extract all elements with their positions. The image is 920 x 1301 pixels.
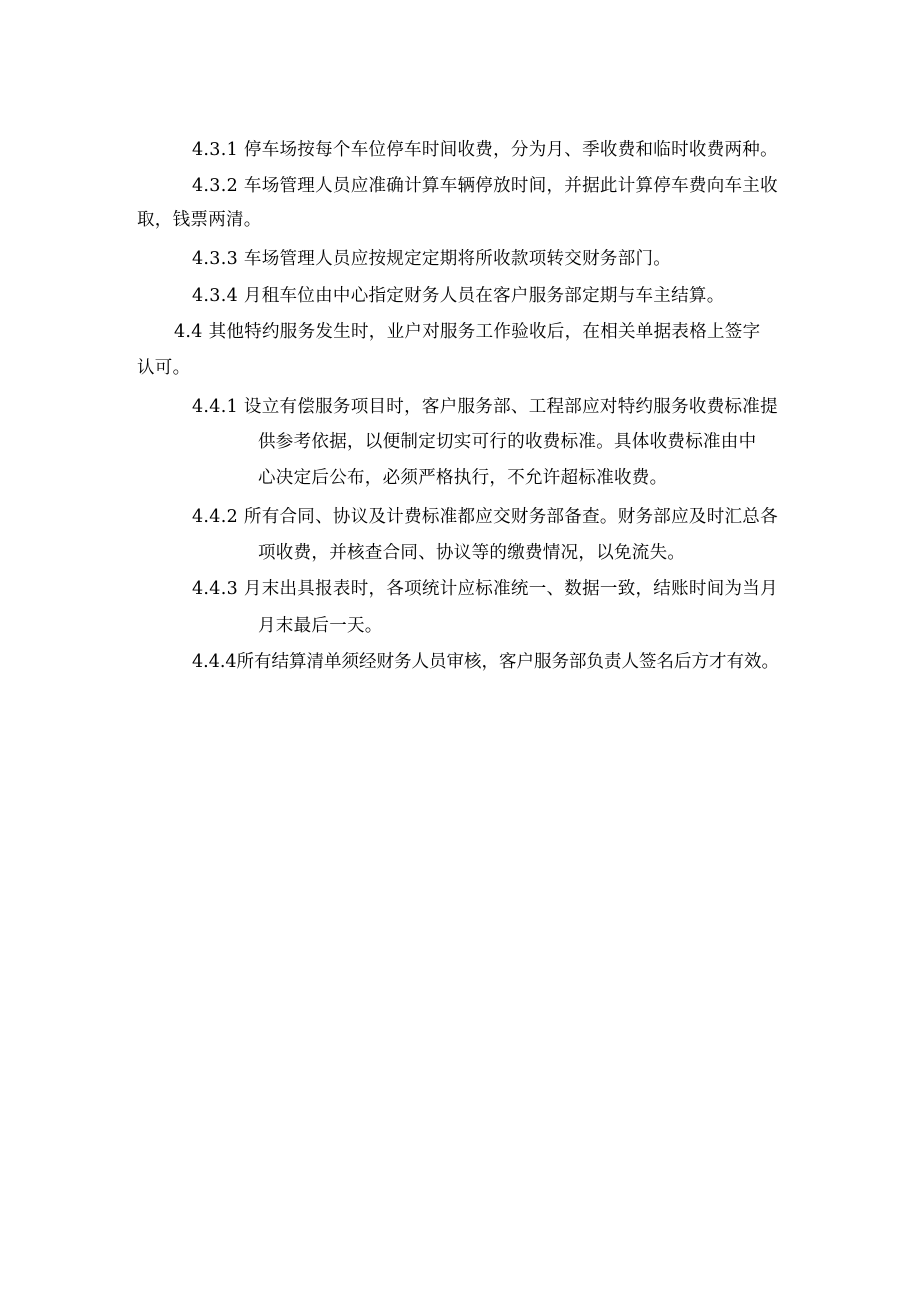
paragraph-4-4-1-line-3: 心决定后公布，必须严格执行，不允许超标准收费。 [258, 468, 668, 488]
paragraph-4-3-2-line-2: 取，钱票两清。 [137, 210, 262, 230]
paragraph-4-4-line-2: 认可。 [137, 358, 191, 378]
paragraph-4-4-1-line-1: 4.4.1 设立有偿服务项目时，客户服务部、工程部应对特约服务收费标准提 [192, 397, 778, 417]
paragraph-4-3-4-line-1: 4.3.4 月租车位由中心指定财务人员在客户服务部定期与车主结算。 [192, 286, 725, 306]
paragraph-4-4-2-line-1: 4.4.2 所有合同、协议及计费标准都应交财务部备查。财务部应及时汇总各 [192, 507, 778, 527]
paragraph-4-4-line-1: 4.4 其他特约服务发生时，业户对服务工作验收后，在相关单据表格上签字 [174, 322, 761, 342]
paragraph-4-4-1-line-2: 供参考依据，以便制定切实可行的收费标准。具体收费标准由中 [258, 432, 757, 452]
paragraph-4-4-3-line-2: 月末最后一天。 [258, 616, 383, 636]
paragraph-4-3-3-line-1: 4.3.3 车场管理人员应按规定定期将所收款项转交财务部门。 [192, 249, 672, 269]
paragraph-4-4-3-line-1: 4.4.3 月末出具报表时，各项统计应标准统一、数据一致，结账时间为当月 [192, 579, 778, 599]
paragraph-4-3-1-line-1: 4.3.1 停车场按每个车位停车时间收费，分为月、季收费和临时收费两种。 [192, 140, 778, 160]
paragraph-4-4-2-line-2: 项收费，并核查合同、协议等的缴费情况，以免流失。 [258, 543, 686, 563]
paragraph-4-3-2-line-1: 4.3.2 车场管理人员应准确计算车辆停放时间，并据此计算停车费向车主收 [192, 176, 778, 196]
paragraph-4-4-4-line-1: 4.4.4所有结算清单须经财务人员审核，客户服务部负责人签名后方才有效。 [192, 652, 780, 672]
